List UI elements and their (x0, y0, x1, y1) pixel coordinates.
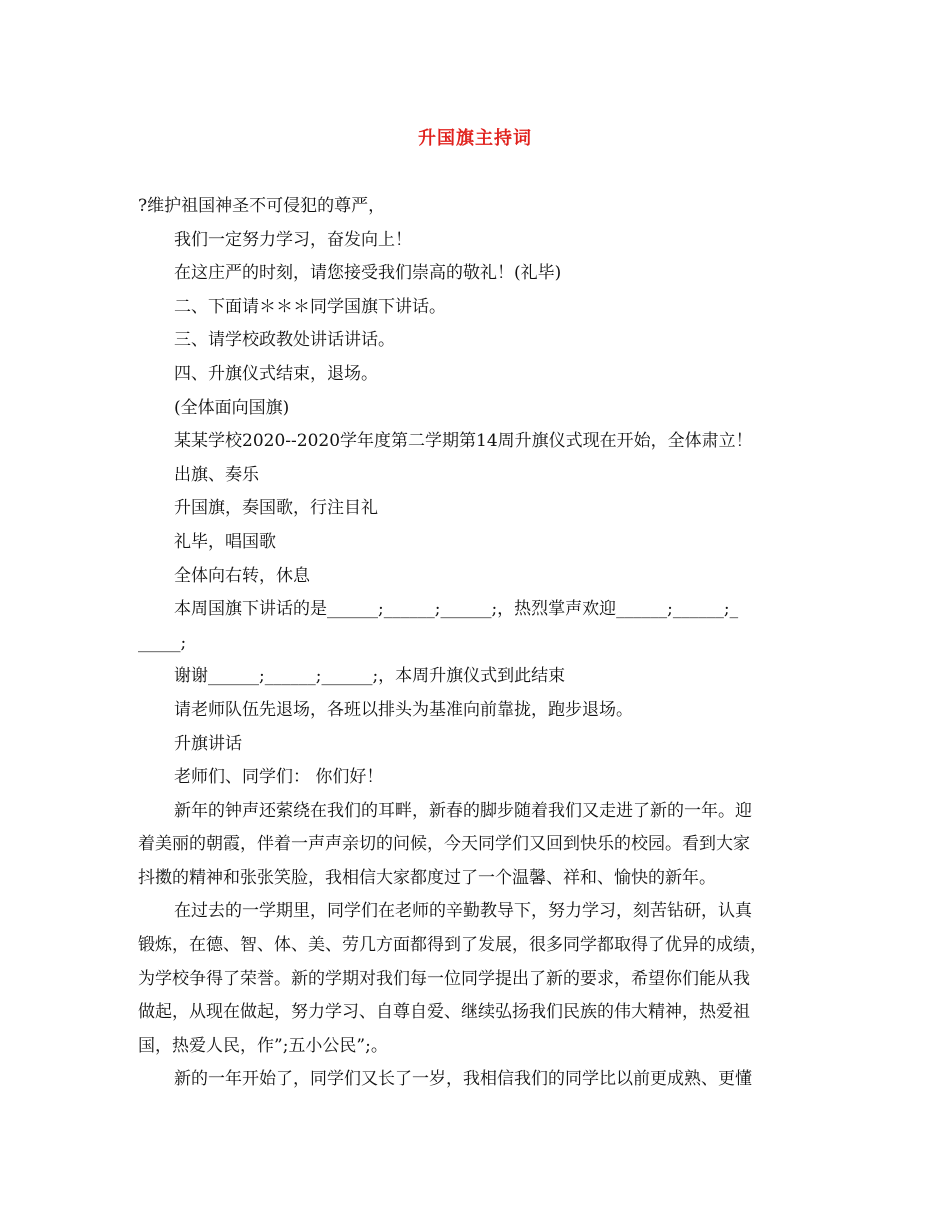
text-line: 在这庄严的时刻，请您接受我们崇高的敬礼！(礼毕) (174, 263, 562, 284)
text-line: 我们一定努力学习，奋发向上！ (174, 229, 412, 250)
text-line: 升旗讲话 (174, 733, 242, 754)
text-line: 出旗、奏乐 (174, 464, 259, 485)
text-line: _____; (138, 632, 187, 653)
text-line: 老师们、同学们： 你们好！ (174, 767, 384, 788)
text-line: 礼毕，唱国歌 (174, 531, 276, 552)
text-line: 二、下面请＊＊＊同学国旗下讲话。 (174, 296, 446, 317)
text-line: 请老师队伍先退场，各班以排头为基准向前靠拢，跑步退场。 (174, 699, 633, 720)
text-line: 四、升旗仪式结束，退场。 (174, 363, 378, 384)
text-line: 国，热爱人民，作”;五小公民”;。 (138, 1035, 388, 1056)
text-line: 新的一年开始了，同学们又长了一岁，我相信我们的同学比以前更成熟、更懂 (174, 1069, 752, 1090)
text-line: 谢谢______;______;______;，本周升旗仪式到此结束 (174, 666, 566, 687)
text-line: 全体向右转，休息 (174, 565, 310, 586)
text-line: 新年的钟声还萦绕在我们的耳畔，新春的脚步随着我们又走进了新的一年。迎 (174, 800, 752, 821)
document-title: 升国旗主持词 (418, 128, 532, 149)
text-line: ?维护祖国神圣不可侵犯的尊严， (138, 196, 386, 216)
text-line: 着美丽的朝霞，伴着一声声亲切的问候，今天同学们又回到快乐的校园。看到大家 (138, 834, 750, 855)
text-line: (全体面向国旗) (174, 397, 290, 418)
text-line: 做起，从现在做起，努力学习、自尊自爱、继续弘扬我们民族的伟大精神，热爱祖 (138, 1002, 750, 1023)
text-line: 锻炼，在德、智、体、美、劳几方面都得到了发展，很多同学都取得了优异的成绩， (138, 935, 767, 956)
document-body (138, 190, 818, 1097)
text-line: 为学校争得了荣誉。新的学期对我们每一位同学提出了新的要求，希望你们能从我 (138, 968, 750, 989)
text-line: 在过去的一学期里，同学们在老师的辛勤教导下，努力学习，刻苦钻研，认真 (174, 901, 752, 922)
text-line: 抖擞的精神和张张笑脸，我相信大家都度过了一个温馨、祥和、愉快的新年。 (138, 867, 716, 888)
text-line: 本周国旗下讲话的是______;______;______;，热烈掌声欢迎______;______;_ (174, 599, 739, 620)
text-line: 某某学校2020--2020学年度第二学期第14周升旗仪式现在开始，全体肃立！ (174, 431, 753, 452)
text-line: 升国旗，奏国歌，行注目礼 (174, 498, 378, 519)
text-line: 三、请学校政教处讲话讲话。 (174, 330, 395, 351)
